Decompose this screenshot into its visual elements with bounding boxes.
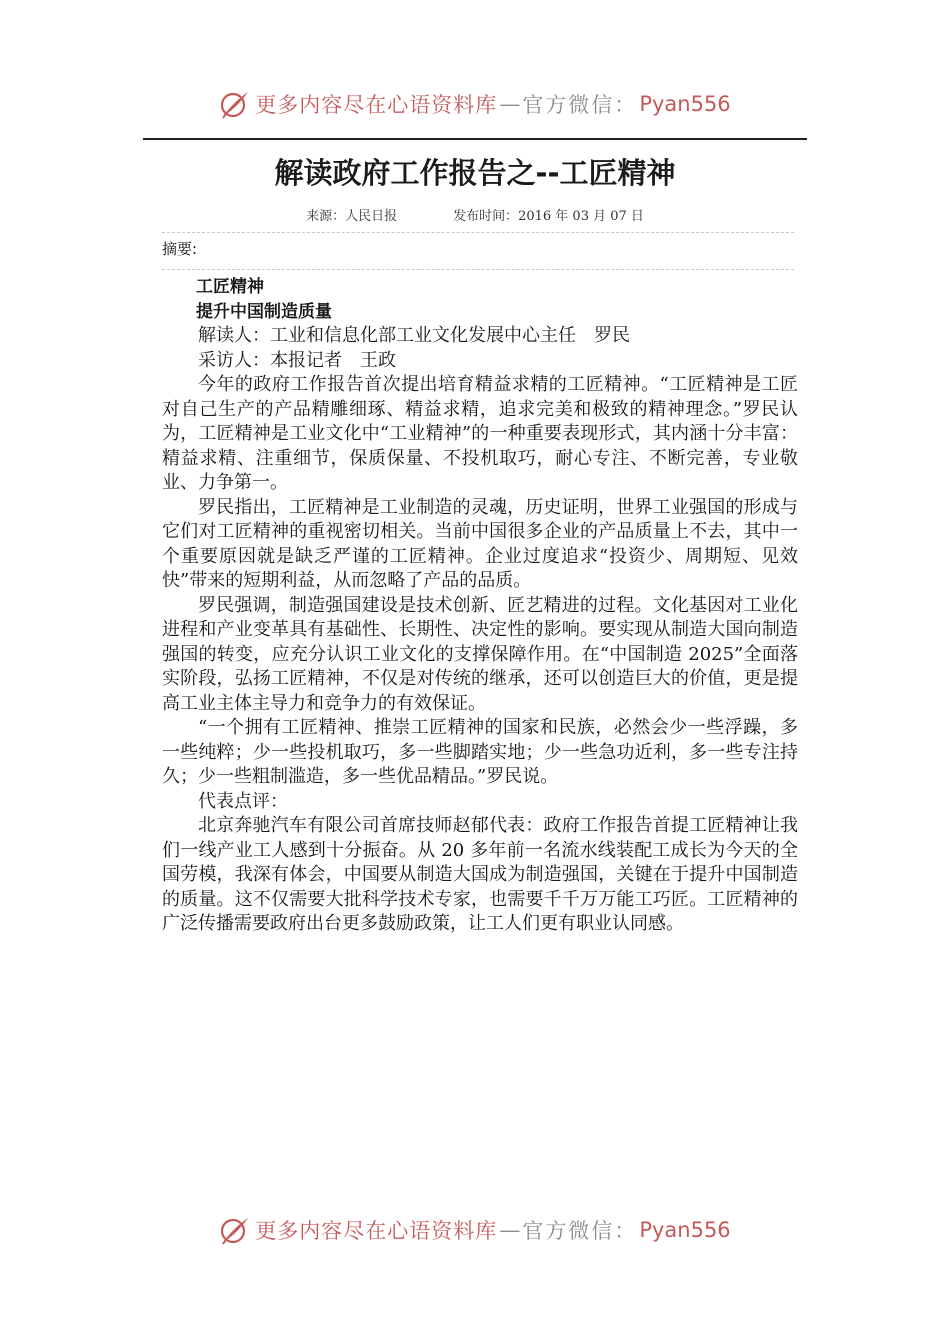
summary-divider-top <box>162 232 794 233</box>
article-heading: 工匠精神 <box>196 277 264 297</box>
body-paragraph: 今年的政府工作报告首次提出培育精益求精的工匠精神。“工匠精神是工匠对自己生产的产品精雕细琢、精益求精，追求完美和极致的精神理念。”罗民认为，工匠精神是工业文化中“工业精神”的一种重要表现形式，其内涵十分丰富：精益求精、注重细节，保质保量、不投机取巧，耐心专注、不断完善，专业敬业、力争第一。 <box>162 374 798 493</box>
body-paragraph: 罗民强调，制造强国建设是技术创新、匠艺精进的过程。文化基因对工业化进程和产业变革具有基础性、长期性、决定性的影响。要实现从制造大国向制造强国的转变，应充分认识工业文化的支撑保障作用。在“中国制造 2025”全面落实阶段，弘扬工匠精神，不仅是对传统的继承，还可以创造巨大的价值，更是提高工业主体主导力和竞争力的有效保证。 <box>162 594 798 714</box>
banner-wechat-id: Pyan556 <box>639 92 731 116</box>
banner-text: 更多内容尽在心语资料库 <box>255 1219 498 1243</box>
review-label: 代表点评： <box>198 790 288 812</box>
article-source: 来源：人民日报 <box>306 209 398 224</box>
quill-logo-icon <box>219 1214 251 1246</box>
quill-logo-icon <box>219 88 251 120</box>
article-date: 发布时间：2016 年 03 月 07 日 <box>453 209 644 224</box>
title-divider <box>143 138 807 140</box>
footer-banner <box>0 1210 950 1250</box>
article-meta <box>0 205 950 224</box>
summary-divider-bottom <box>162 269 794 270</box>
banner-separator: — <box>499 1218 521 1242</box>
article-subheading: 提升中国制造质量 <box>196 301 332 322</box>
banner-text: 更多内容尽在心语资料库 <box>255 93 498 117</box>
body-paragraph: “一个拥有工匠精神、推崇工匠精神的国家和民族，必然会少一些浮躁，多一些纯粹；少一些投机取巧，多一些脚踏实地；少一些急功近利，多一些专注持久；少一些粗制滥造，多一些优品精品。”罗民说。 <box>162 717 798 787</box>
review-paragraph: 北京奔驰汽车有限公司首席技师赵郁代表：政府工作报告首提工匠精神让我们一线产业工人感到十分振奋。从 20 多年前一名流水线装配工成长为今天的全国劳模，我深有体会，中国要从制造大国成为制造强国，关键在于提升中国制造的质量。这不仅需要大批科学技术专家，也需要千千万万能工巧匠。工匠精神的广泛传播需要政府出台更多鼓励政策，让工人们更有职业认同感。 <box>162 815 798 934</box>
summary-label: 摘要: <box>162 240 198 258</box>
page-title: 解读政府工作报告之--工匠精神 <box>274 156 676 190</box>
article-body <box>162 275 798 937</box>
banner-wechat-label: 官方微信： <box>522 93 638 117</box>
body-paragraph: 罗民指出，工匠精神是工业制造的灵魂，历史证明，世界工业强国的形成与它们对工匠精神的重视密切相关。当前中国很多企业的产品质量上不去，其中一个重要原因就是缺乏严谨的工匠精神。企业过度追求“投资少、周期短、见效快”带来的短期利益，从而忽略了产品的品质。 <box>162 496 798 591</box>
interviewer-line: 采访人：本报记者 王政 <box>198 349 396 371</box>
banner-wechat-label: 官方微信： <box>522 1219 638 1243</box>
banner-wechat-id: Pyan556 <box>639 1218 731 1242</box>
banner-separator: — <box>499 92 521 116</box>
header-banner <box>0 84 950 124</box>
interpreter-line: 解读人：工业和信息化部工业文化发展中心主任 罗民 <box>198 325 630 346</box>
